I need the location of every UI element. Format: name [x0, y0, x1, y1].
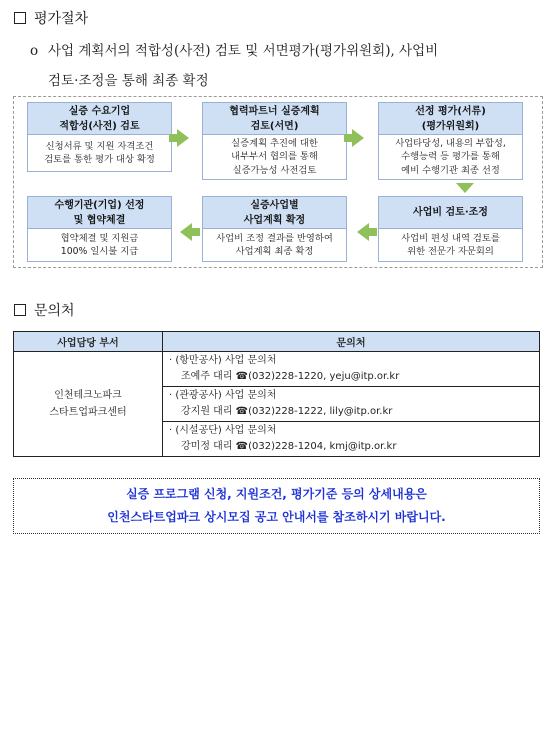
- description-line-2: 검토·조정을 통해 최종 확정: [48, 73, 209, 89]
- step-header-line: 사업비 검토·조정: [413, 207, 488, 218]
- step-body: [203, 229, 346, 261]
- contact-person: [163, 440, 539, 456]
- contact-org: · (시설공단) 사업 문의처: [169, 425, 277, 436]
- contact-cell: [163, 387, 540, 422]
- contact-cell: [163, 352, 540, 387]
- step-body-line: 실증가능성 사전검토: [232, 164, 317, 176]
- flow-arrow-right-icon: [177, 129, 189, 147]
- step-body: [379, 135, 522, 179]
- section-title-text: 문의처: [34, 303, 75, 319]
- notice-line-2: 인천스타트업파크 상시모집 공고 안내서를 참조하시기 바랍니다.: [107, 510, 446, 524]
- step-header-line: 및 협약체결: [73, 214, 126, 226]
- step-header-line: 실증 수요기업: [68, 105, 131, 117]
- contact-person-text: 강미정 대리 ☎(032)228-1204, kmj@itp.or.kr: [181, 441, 397, 452]
- step-header-line: (평가위원회): [421, 120, 480, 132]
- flow-arrow-right-icon: [352, 129, 364, 147]
- step-body-line: 사업비 조정 결과를 반영하여: [216, 232, 333, 244]
- step-header: [379, 197, 522, 229]
- step-header-line: 선정 평가(서류): [415, 105, 486, 117]
- contact-person-text: 강지원 대리 ☎(032)228-1222, lily@itp.or.kr: [181, 406, 393, 417]
- step-header: [379, 103, 522, 135]
- flow-step-5: [202, 196, 347, 262]
- step-header-line: 수행기관(기업) 선정: [54, 199, 145, 211]
- contact-person: [163, 405, 539, 421]
- flow-arrow-left-icon: [357, 223, 369, 241]
- checkbox-square-icon: [14, 12, 26, 24]
- flow-step-6: [27, 196, 172, 262]
- flow-arrow-left-icon: [180, 223, 192, 241]
- dept-cell: [14, 352, 163, 457]
- step-header-line: 검토(서면): [250, 120, 299, 132]
- step-body-line: 협약체결 및 지원금: [60, 232, 139, 244]
- flow-step-2: [202, 102, 347, 180]
- flow-step-1: [27, 102, 172, 172]
- bullet-mark: o: [30, 43, 39, 59]
- evaluation-flow-diagram: [13, 96, 543, 268]
- contact-org: · (항만공사) 사업 문의처: [169, 355, 277, 366]
- step-header: [203, 197, 346, 229]
- notice-line-1: 실증 프로그램 신청, 지원조건, 평가기준 등의 상세내용은: [126, 487, 427, 501]
- dept-line: 인천테크노파크: [54, 390, 122, 401]
- step-body: [379, 229, 522, 261]
- step-body-line: 내부부서 협의를 통해: [231, 151, 318, 163]
- section-title-text: 평가절차: [34, 11, 89, 27]
- contact-table: [13, 331, 540, 457]
- step-body: [28, 229, 171, 261]
- step-header-line: 사업계획 확정: [243, 214, 306, 226]
- step-body: [203, 135, 346, 179]
- step-body-line: 신청서류 및 지원 자격조건: [45, 140, 154, 152]
- step-header-line: 협력파트너 실증계획: [229, 105, 320, 117]
- flow-step-3: [378, 102, 523, 180]
- contact-cell: [163, 422, 540, 457]
- section-title-contact: [14, 300, 75, 320]
- table-row: [14, 352, 540, 387]
- step-body-line: 수행능력 등 평가를 통해: [401, 151, 500, 163]
- checkbox-square-icon: [14, 304, 26, 316]
- step-body-line: 사업계획 최종 확정: [235, 246, 314, 257]
- step-body-line: 사업타당성, 내용의 부합성,: [395, 137, 506, 149]
- section-title-evaluation: [14, 8, 88, 28]
- flow-step-4: [378, 196, 523, 262]
- step-body-line: 실증계획 추진에 대한: [231, 137, 318, 149]
- step-body-line: 100% 일시불 지급: [60, 246, 139, 257]
- notice-box: [13, 478, 540, 534]
- step-body-line: 사업비 편성 내역 검토를: [401, 232, 500, 244]
- step-header-line: 실증사업별: [250, 199, 299, 211]
- step-header: [203, 103, 346, 135]
- step-body: [28, 135, 171, 171]
- description-line-1: 사업 계획서의 적합성(사전) 검토 및 서면평가(평가위원회), 사업비: [48, 43, 439, 59]
- contact-person-text: 조예주 대리 ☎(032)228-1220, yeju@itp.or.kr: [181, 371, 400, 382]
- table-header-row: [14, 332, 540, 352]
- dept-line: 스타트업파크센터: [49, 407, 127, 418]
- step-header-line: 적합성(사전) 검토: [59, 120, 140, 132]
- evaluation-description: [30, 36, 542, 96]
- header-dept: 사업담당 부서: [14, 332, 163, 352]
- step-body-line: 검토를 통한 평가 대상 확정: [44, 154, 155, 165]
- flow-arrow-down-icon: [456, 183, 474, 193]
- step-header: [28, 103, 171, 135]
- step-body-line: 위한 전문가 자문회의: [407, 246, 494, 257]
- step-header: [28, 197, 171, 229]
- contact-person: [163, 370, 539, 386]
- step-body-line: 예비 수행기관 최종 선정: [401, 164, 500, 176]
- header-contact: 문의처: [163, 332, 540, 352]
- contact-org: · (관광공사) 사업 문의처: [169, 390, 277, 401]
